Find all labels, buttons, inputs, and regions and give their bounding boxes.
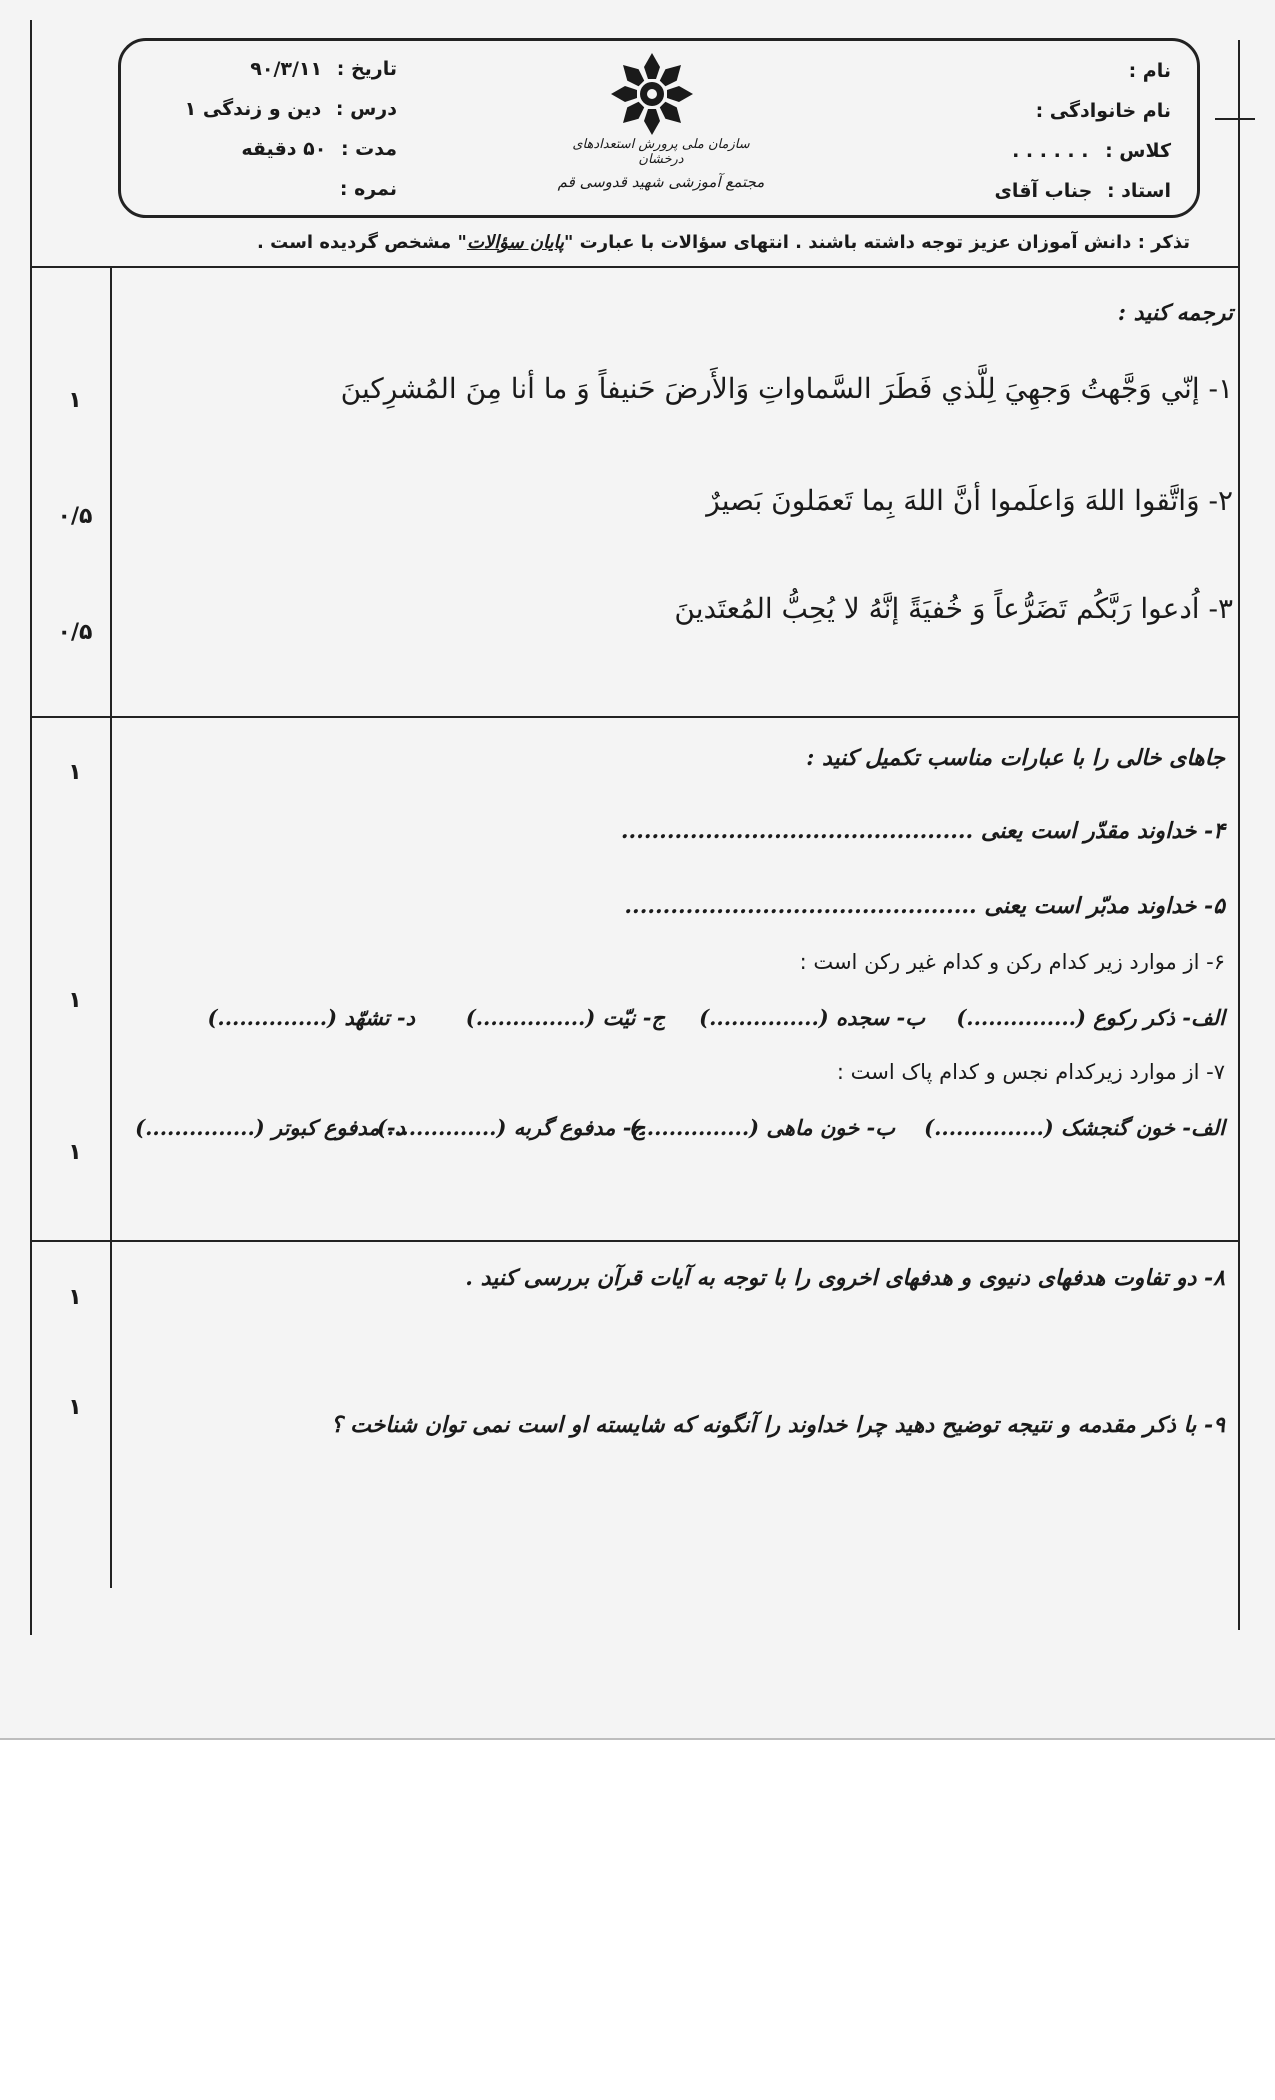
school-emblem-icon <box>607 49 697 139</box>
score-column-rule <box>110 268 112 1588</box>
class-value: . . . . . . <box>1012 140 1089 162</box>
reminder-label: تذکر : <box>1137 232 1190 253</box>
exam-info <box>157 49 397 209</box>
right-margin-rule <box>1238 40 1240 1630</box>
question-1: ۱- إنّي وَجَّهتُ وَجهِيَ لِلَّذي فَطَرَ السَّماواتِ وَالأَرضَ حَنيفاً وَ ما أنا مِنَ المُشرِكينَ <box>340 372 1233 405</box>
question-6-options <box>180 1005 1225 1039</box>
question-4-blank: .............................................. <box>620 818 974 844</box>
duration-value: ۵۰ دقیقه <box>241 138 327 160</box>
question-9: ۹- با ذکر مقدمه و نتیجه توضیح دهید چرا خداوند را آنگونه که شایسته او است نمی توان شناخت ؟ <box>330 1412 1225 1438</box>
question-3: ۳- اُدعوا رَبَّكُم تَضَرُّعاً وَ خُفيَةً إنَّهُ لا يُحِبُّ المُعتَدينَ <box>674 592 1233 625</box>
question-1-score: ۱ <box>68 388 82 413</box>
grade-row <box>157 169 397 209</box>
reminder-note <box>180 232 1190 253</box>
question-2: ۲- وَاتَّقوا اللهَ وَاعلَموا أنَّ اللهَ بِما تَعمَلونَ بَصيرٌ <box>706 484 1233 517</box>
section1-heading: ترجمه کنید : <box>1117 300 1233 326</box>
section2-score: ۱ <box>68 760 82 785</box>
left-margin-rule <box>30 20 32 1635</box>
family-label: نام خانوادگی : <box>1035 100 1171 122</box>
q7-option-c: ج- مدفوع گربه (...............) <box>376 1115 645 1140</box>
subject-value: دین و زندگی ۱ <box>184 98 322 120</box>
reminder-divider <box>32 266 1238 268</box>
subject-label: درس : <box>335 98 397 120</box>
section2-heading: جاهای خالی را با عبارات مناسب تکمیل کنید : <box>806 745 1225 771</box>
org-line-2: مجتمع آموزشی شهید قدوسی قم <box>557 173 765 191</box>
teacher-label: استاد : <box>1106 180 1171 202</box>
question-3-score: ۰/۵ <box>57 620 93 645</box>
blank-margin <box>0 1740 1275 2100</box>
question-7-score: ۱ <box>68 1140 82 1165</box>
question-8-score: ۱ <box>68 1285 82 1310</box>
question-9-score: ۱ <box>68 1395 82 1420</box>
q7-option-a: الف- خون گنجشک (...............) <box>924 1115 1225 1140</box>
teacher-row <box>871 171 1171 211</box>
name-row <box>871 51 1171 91</box>
reminder-text-after: " مشخص گردیده است . <box>257 232 467 253</box>
class-label: کلاس : <box>1105 140 1171 162</box>
section-divider-1 <box>32 716 1238 718</box>
section-divider-2 <box>32 1240 1238 1242</box>
question-5 <box>624 893 1225 919</box>
teacher-value: جناب آقای <box>994 180 1093 202</box>
q6-option-c: ج- نیّت (...............) <box>465 1005 665 1030</box>
question-8: ۸- دو تفاوت هدفهای دنیوی و هدفهای اخروی را با توجه به آیات قرآن بررسی کنید . <box>465 1265 1225 1291</box>
question-7: ۷- از موارد زیرکدام نجس و کدام پاک است : <box>836 1060 1225 1084</box>
top-right-tick <box>1215 118 1255 120</box>
q7-option-b: ب- خون ماهی (...............) <box>629 1115 895 1140</box>
q6-option-b: ب- سجده (...............) <box>699 1005 925 1030</box>
student-info <box>871 51 1171 211</box>
subject-row <box>157 89 397 129</box>
date-value: ۹۰/۳/۱۱ <box>250 58 323 80</box>
duration-row <box>157 129 397 169</box>
question-2-score: ۰/۵ <box>57 504 93 529</box>
grade-label: نمره : <box>339 178 397 200</box>
question-5-blank: .............................................. <box>624 893 977 919</box>
question-6-score: ۱ <box>68 988 82 1013</box>
question-7-options <box>135 1115 1225 1149</box>
q6-option-d: د- تشهّد (...............) <box>207 1005 415 1030</box>
duration-label: مدت : <box>340 138 397 160</box>
question-4-text: ۴- خداوند مقدّر است یعنی <box>980 818 1225 844</box>
question-6: ۶- از موارد زیر کدام رکن و کدام غیر رکن است : <box>799 950 1225 974</box>
date-row <box>157 49 397 89</box>
organization-name <box>551 137 771 191</box>
question-5-text: ۵- خداوند مدبّر است یعنی <box>984 893 1225 919</box>
exam-header <box>118 38 1200 218</box>
name-label: نام : <box>1128 60 1171 82</box>
family-row <box>871 91 1171 131</box>
q6-option-a: الف- ذکر رکوع (...............) <box>956 1005 1225 1030</box>
reminder-underlined: پایان سؤالات <box>466 232 565 253</box>
class-row <box>871 131 1171 171</box>
q7-option-d: د- مدفوع کبوتر (...............) <box>135 1115 405 1140</box>
question-4 <box>621 818 1225 844</box>
date-label: تاریخ : <box>336 58 397 80</box>
org-line-1: سازمان ملی پرورش استعدادهای درخشان <box>572 137 750 167</box>
reminder-text-before: دانش آموزان عزیز توجه داشته باشند . انتهای سؤالات با عبارت " <box>564 232 1132 253</box>
